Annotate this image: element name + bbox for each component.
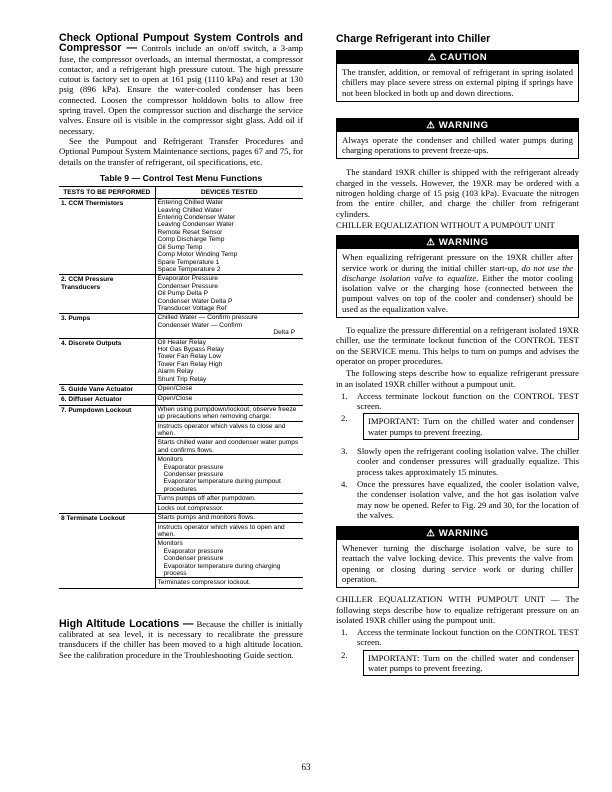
device-item: Condenser Water Delta P (157, 297, 233, 305)
device-item: Oil Sump Temp (157, 243, 203, 251)
device-item: Locks out compressor. (156, 503, 304, 512)
device-item: Condenser pressure (163, 555, 224, 563)
list-item: 1. Access the terminate lockout function on the CONTROL TEST screen. (341, 627, 579, 648)
important-note: IMPORTANT: Turn on the chilled water and condenser water pumps to prevent freezing. (363, 413, 579, 440)
device-item: Evaporator temperature during pumpout procedures (163, 478, 281, 493)
check-pumpout-heading: Check Optional Pumpout System Controls and Compressor — (59, 32, 303, 55)
device-item: Leaving Condenser Water (157, 221, 234, 229)
warning-box (336, 235, 579, 318)
list-item: 4. Once the pressures have equalized, the cooler isolation valve, the condenser isolation valve, and the hot gas isolation valve may now be opened. Refer to Fig. 29 and 30, for the location of the valves. (341, 478, 579, 520)
device-item: Evaporator pressure (163, 463, 224, 471)
device-item: Chilled Water — Confirm pressure (157, 314, 258, 322)
device-item: Transducer Voltage Ref (157, 304, 227, 312)
warning-text: Always operate the condenser and chilled water pumps during charging operations to prevent freeze-ups. (342, 134, 573, 156)
device-item: Evaporator Pressure (157, 275, 218, 283)
table-caption: Table 9 — Control Test Menu Functions (99, 172, 263, 183)
warning-label: ⚠ WARNING (337, 527, 578, 540)
test-name: 7. Pumpdown Lockout (59, 405, 155, 513)
table-row (59, 199, 303, 275)
high-altitude-paragraph: High Altitude Locations — Because the chiller is initially calibrated at sea level, it is necessary to recalibrate the pressure transducers if the chiller has been moved to a high altitude location. See the calibration procedure in the Troubleshooting Guide section. (59, 617, 303, 660)
device-item: Shunt Trip Relay (157, 375, 207, 383)
device-item: Instructs operator which valves to open and when. (156, 522, 304, 539)
list-item: 1. Access terminate lockout function on the CONTROL TEST screen. (341, 390, 579, 412)
right-column (336, 33, 579, 676)
device-item: Starts chilled water and condenser water pumps and confirms flows. (156, 437, 304, 454)
device-item: Delta P (273, 329, 295, 337)
caution-label: ⚠ CAUTION (337, 51, 578, 64)
caution-text: The transfer, addition, or removal of refrigerant in spring isolated chillers may place severe stress on external piping if springs have not been blocked in both up and down directions. (342, 67, 573, 98)
device-item: Leaving Chilled Water (157, 206, 222, 214)
device-item: Entering Chilled Water (157, 199, 224, 207)
test-name: 3. Pumps (59, 314, 155, 338)
test-name: 1. CCM Thermistors (59, 199, 155, 275)
warning-label: ⚠ WARNING (337, 236, 578, 249)
equalization-with-paragraph: CHILLER EQUALIZATION WITH PUMPOUT UNIT — The following steps describe how to equalize refrigerant pressure on an isolated 19XR chiller using the pumpout unit. (336, 594, 579, 625)
device-item: Tower Fan Relay Low (157, 353, 221, 361)
left-column (59, 33, 303, 660)
device-item: Terminates compressor lockout. (156, 577, 304, 586)
device-item: Starts pumps and monitors flows. (157, 514, 255, 522)
device-item: Monitors (156, 454, 304, 463)
device-item: Evaporator pressure (163, 547, 224, 555)
device-item: Condenser Water — Confirm (157, 321, 243, 329)
device-item: Open/Close (157, 395, 193, 403)
warning-box (336, 118, 579, 160)
standard-chiller-paragraph: The standard 19XR chiller is shipped with the refrigerant already charged in the vessels. However, the 19XR may be ordered with a nitrogen holding charge of 15 psig (103 kPa). Evacuate the nitrogen from the entire chiller, and charge the chiller from refrigerant cylinders. (336, 167, 579, 219)
warning-box (336, 526, 579, 588)
device-item: Oil Pump Delta P (157, 290, 209, 298)
device-item: Hot Gas Bypass Relay (157, 345, 224, 353)
test-name: 2. CCM Pressure Transducers (59, 275, 155, 314)
table-row (59, 275, 303, 314)
test-name: 8 Terminate Lockout (59, 514, 155, 589)
device-item: Condenser Pressure (157, 282, 218, 290)
device-item: Tower Fan Relay High (157, 360, 223, 368)
equalization-without-heading: CHILLER EQUALIZATION WITHOUT A PUMPOUT UNIT (336, 219, 555, 230)
warning-label: ⚠ WARNING (337, 119, 578, 132)
table-row (59, 385, 303, 395)
caution-box (336, 50, 579, 102)
list-item: 2. IMPORTANT: Turn on the chilled water and condenser water pumps to prevent freezing. (336, 413, 579, 440)
test-name: 5. Guide Vane Actuator (59, 385, 155, 395)
device-item: Monitors (156, 538, 304, 547)
see-sections-paragraph: See the Pumpout and Refrigerant Transfer Procedures and Optional Pumpout System Maintenance sections, pages 67 and 75, for details on the transfer of refrigerant, oil specifications, etc. (59, 135, 303, 167)
device-item: Evaporator temperature during charging process (163, 562, 281, 577)
device-item: Comp Motor Winding Temp (157, 251, 238, 259)
important-note: IMPORTANT: Turn on the chilled water and condenser water pumps to prevent freezing. (363, 650, 579, 677)
warning-text: Whenever turning the discharge isolation valve, be sure to reattach the valve locking device. This prevents the valve from opening or closing during service work or during chiller operation. (342, 543, 573, 584)
device-item: Remote Reset Sensor (157, 228, 223, 236)
steps-intro-paragraph: The following steps describe how to equalize refrigerant pressure in an isolated 19XR chiller without a pumpout unit. (336, 368, 579, 389)
device-item: Turns pumps off after pumpdown. (156, 493, 304, 502)
test-name: 6. Diffuser Actuator (59, 395, 155, 405)
charge-refrigerant-heading: Charge Refrigerant into Chiller (336, 33, 491, 45)
table-row (59, 395, 303, 405)
device-item: Comp Discharge Temp (157, 236, 225, 244)
table-row (59, 405, 303, 513)
device-item: When using pumpdown/lockout, observe freeze up precautions when removing charge: (157, 405, 297, 421)
warning-text: When equalizing refrigerant pressure on the 19XR chiller after service work or during the initial chiller start-up, do not use the discharge isolation valve to equalize. Either the motor cooling isolation valve or the charging hose (connected between the pumpout valves on top of the cooler and condenser) should be used as the equalization valve. (342, 252, 574, 314)
device-item: Condenser pressure (163, 471, 224, 479)
page-number: 63 (301, 762, 311, 772)
device-item: Alarm Relay (157, 368, 194, 376)
control-test-table (59, 186, 303, 589)
terminate-lockout-paragraph: To equalize the pressure differential on a refrigerant isolated 19XR chiller, use the terminate lockout function of the CONTROL TEST on the SERVICE menu. This helps to turn on pumps and advises the operator on proper procedures. (336, 325, 579, 366)
equalization-with-heading: CHILLER EQUALIZATION WITH PUMPOUT UNIT — (336, 594, 560, 605)
table-header-devices: DEVICES TESTED (155, 186, 303, 198)
list-item: 2. IMPORTANT: Turn on the chilled water and condenser water pumps to prevent freezing. (336, 650, 579, 677)
check-pumpout-paragraph: Check Optional Pumpout System Controls and Compressor — Controls include an on/off switch, a 3-amp fuse, the compressor overloads, an internal thermostat, a compressor contactor, and a refrigerant high pressure cutout. The high pressure cutout is factory set to open at 161 psig (1110 kPa) and reset at 130 psig (896 kPa). Ensure the water-cooled condenser has been connected. Loosen the compressor holddown bolts to allow free spring travel. Open the compressor suction and discharge the service valves. Ensure oil is visible in the compressor sight glass. Add oil if necessary. (59, 32, 303, 136)
test-name: 4. Discrete Outputs (59, 338, 155, 384)
device-item: Open/Close (157, 385, 193, 393)
device-item: Entering Condenser Water (157, 214, 236, 222)
table-row (59, 314, 303, 338)
device-item: Space Temperature 2 (157, 265, 221, 273)
device-item: Instructs operator which valves to close and when. (156, 421, 304, 438)
table-row (59, 514, 303, 589)
device-item: Oil Heater Relay (157, 338, 206, 346)
table-header-tests: TESTS TO BE PERFORMED (59, 186, 155, 198)
list-item: 3. Slowly open the refrigerant cooling isolation valve. The chiller cooler and condenser pressures will gradually equalize. This process takes approximately 15 minutes. (341, 446, 579, 477)
high-altitude-heading: High Altitude Locations — (59, 617, 194, 630)
device-item: Spare Temperature 1 (157, 258, 220, 266)
table-row (59, 338, 303, 384)
